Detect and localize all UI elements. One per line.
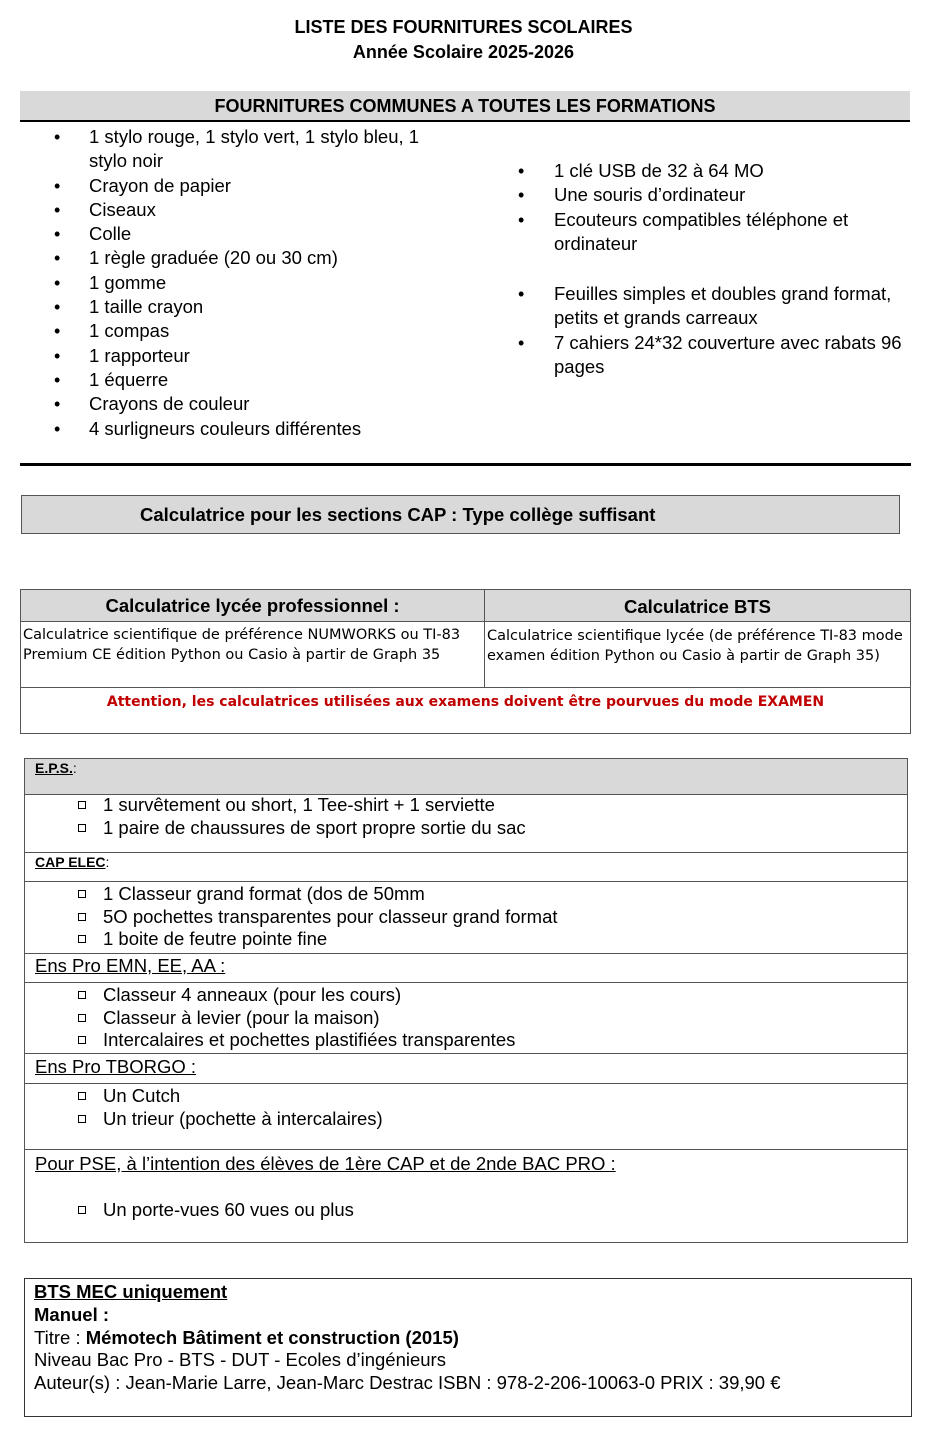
eps-label: E.P.S. bbox=[35, 760, 73, 776]
bts-mec-box bbox=[24, 1278, 912, 1417]
supply-item: • Ecouteurs compatibles téléphone et ordinateur bbox=[512, 208, 904, 257]
manual-author-isbn-price: Auteur(s) : Jean-Marie Larre, Jean-Marc Destrac ISBN : 978-2-206-10063-0 PRIX : 39,90 € bbox=[34, 1372, 781, 1394]
section-divider bbox=[20, 463, 911, 466]
common-supplies-title: FOURNITURES COMMUNES A TOUTES LES FORMATIONS bbox=[214, 96, 716, 116]
lycee-pro-header: Calculatrice lycée professionnel : bbox=[105, 595, 400, 616]
exam-mode-warning: Attention, les calculatrices utilisées aux examens doivent être pourvues du mode EXAMEN bbox=[106, 694, 825, 710]
pse-heading: Pour PSE, à l’intention des élèves de 1ère CAP et de 2nde BAC PRO : bbox=[35, 1153, 616, 1174]
checkbox-item: 1 Classeur grand format (dos de 50mm bbox=[24, 883, 904, 906]
supply-item: • 1 compas bbox=[20, 319, 460, 343]
ens-pro-tborgo-divider bbox=[24, 1083, 908, 1084]
cap-elec-heading bbox=[35, 854, 109, 870]
supply-item: • 1 clé USB de 32 à 64 MO bbox=[512, 159, 904, 183]
cap-calculator-text: Calculatrice pour les sections CAP : Type collège suffisant bbox=[140, 504, 656, 525]
eps-heading bbox=[35, 760, 77, 776]
checkbox-item: Classeur 4 anneaux (pour les cours) bbox=[24, 984, 904, 1007]
supply-item: • 1 rapporteur bbox=[20, 344, 460, 368]
pse-list bbox=[24, 1199, 904, 1222]
calculator-table bbox=[20, 589, 911, 734]
ens-pro-tborgo-heading: Ens Pro TBORGO : bbox=[35, 1056, 197, 1077]
ens-pro-emn-list bbox=[24, 984, 904, 1052]
ens-pro-tborgo-list bbox=[24, 1085, 904, 1130]
cap-elec-list bbox=[24, 883, 904, 951]
bts-calculator: Calculatrice scientifique lycée (de préférence TI-83 mode examen édition Python ou Casio à partir de Graph 35) bbox=[487, 628, 903, 664]
checkbox-item: Intercalaires et pochettes plastifiées transparentes bbox=[24, 1029, 904, 1052]
ens-pro-emn-divider bbox=[24, 982, 908, 983]
pse-top-divider bbox=[24, 1149, 908, 1150]
supply-item: • Ciseaux bbox=[20, 198, 460, 222]
document-title: LISTE DES FOURNITURES SCOLAIRES bbox=[294, 17, 633, 37]
common-right-list-b bbox=[512, 282, 904, 379]
cap-elec-divider bbox=[24, 881, 908, 882]
checkbox-item: 1 survêtement ou short, 1 Tee-shirt + 1 serviette bbox=[24, 794, 904, 817]
supply-item: • Crayons de couleur bbox=[20, 392, 460, 416]
column-divider bbox=[484, 590, 485, 687]
eps-colon: : bbox=[72, 760, 77, 776]
cap-elec-top-divider bbox=[24, 852, 908, 853]
checkbox-item: 1 paire de chaussures de sport propre sortie du sac bbox=[24, 817, 904, 840]
checkbox-item: 1 boite de feutre pointe fine bbox=[24, 928, 904, 951]
checkbox-item: Un Cutch bbox=[24, 1085, 904, 1108]
manual-title-line bbox=[34, 1327, 781, 1350]
common-right-list-a bbox=[512, 159, 904, 256]
cap-elec-label: CAP ELEC bbox=[35, 854, 106, 870]
cap-elec-colon: : bbox=[105, 854, 110, 870]
supply-item: • Une souris d’ordinateur bbox=[512, 183, 904, 207]
supply-item: • 4 surligneurs couleurs différentes bbox=[20, 417, 460, 441]
title-label: Titre : bbox=[34, 1326, 86, 1348]
manual-title: Mémotech Bâtiment et construction (2015) bbox=[85, 1326, 459, 1348]
bts-header: Calculatrice BTS bbox=[623, 596, 772, 617]
row-divider bbox=[21, 687, 910, 688]
supply-item: • 1 taille crayon bbox=[20, 295, 460, 319]
ens-pro-tborgo-top-divider bbox=[24, 1053, 908, 1054]
manual-level: Niveau Bac Pro - BTS - DUT - Ecoles d’ingénieurs bbox=[34, 1349, 446, 1371]
supply-item: • 1 gomme bbox=[20, 271, 460, 295]
manual-label: Manuel : bbox=[34, 1303, 110, 1325]
checkbox-item: 5O pochettes transparentes pour classeur grand format bbox=[24, 906, 904, 929]
ens-pro-emn-heading: Ens Pro EMN, EE, AA : bbox=[35, 955, 226, 976]
school-year: Année Scolaire 2025-2026 bbox=[352, 42, 575, 62]
lycee-pro-calculator: Calculatrice scientifique de préférence NUMWORKS ou TI-83 Premium CE édition Python ou Casio à partir de Graph 35 bbox=[23, 627, 461, 663]
supply-item: • 7 cahiers 24*32 couverture avec rabats 96 pages bbox=[512, 331, 904, 380]
supply-item: • Feuilles simples et doubles grand format, petits et grands carreaux bbox=[512, 282, 904, 331]
ens-pro-emn-top-divider bbox=[24, 953, 908, 954]
supply-item: • Colle bbox=[20, 222, 460, 246]
supply-item: • Crayon de papier bbox=[20, 174, 460, 198]
common-left-list bbox=[20, 125, 460, 441]
eps-header-band bbox=[25, 759, 907, 794]
supply-item: • 1 règle graduée (20 ou 30 cm) bbox=[20, 246, 460, 270]
bts-mec-content bbox=[34, 1281, 781, 1395]
common-supplies-header bbox=[20, 91, 910, 122]
supply-item: • 1 stylo rouge, 1 stylo vert, 1 stylo bleu, 1 stylo noir bbox=[20, 125, 460, 174]
cap-calculator-box bbox=[21, 495, 900, 534]
bts-mec-heading: BTS MEC uniquement bbox=[34, 1281, 228, 1302]
supply-item: • 1 équerre bbox=[20, 368, 460, 392]
eps-list bbox=[24, 794, 904, 839]
checkbox-item: Classeur à levier (pour la maison) bbox=[24, 1007, 904, 1030]
checkbox-item: Un porte-vues 60 vues ou plus bbox=[24, 1199, 904, 1222]
checkbox-item: Un trieur (pochette à intercalaires) bbox=[24, 1108, 904, 1131]
